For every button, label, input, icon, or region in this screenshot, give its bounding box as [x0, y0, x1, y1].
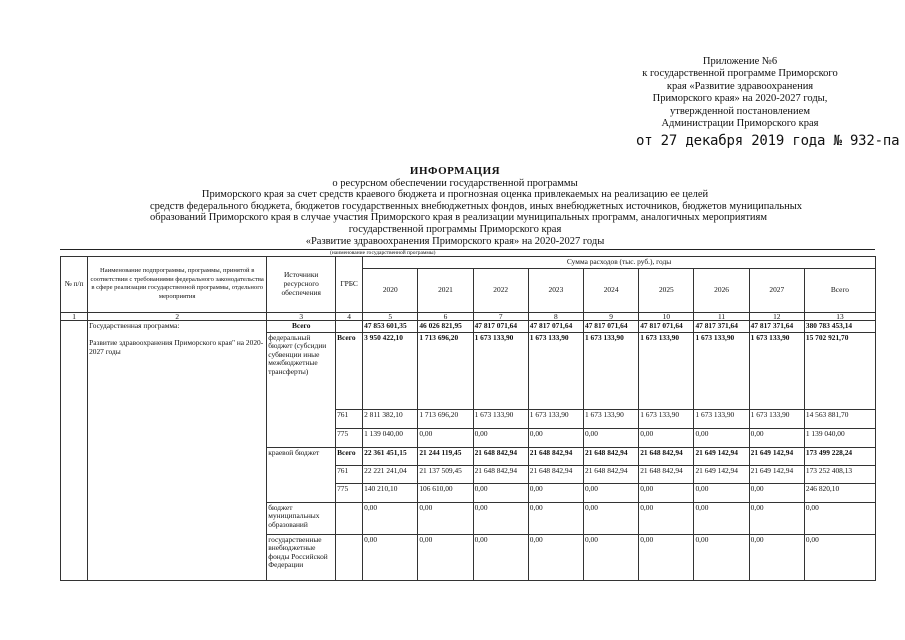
grbs-cell — [336, 502, 363, 534]
value-cell: 0,00 — [418, 502, 473, 534]
value-cell: 3 950 422,10 — [363, 332, 418, 409]
value-cell: 0,00 — [749, 483, 804, 502]
value-cell: 140 210,10 — [363, 483, 418, 502]
value-cell: 106 610,00 — [418, 483, 473, 502]
value-cell: 21 648 842,94 — [584, 465, 639, 483]
value-cell: 47 817 071,64 — [584, 320, 639, 332]
value-cell: 21 648 842,94 — [639, 465, 694, 483]
value-cell: 21 648 842,94 — [639, 447, 694, 465]
table-row — [61, 320, 876, 332]
value-cell: 1 673 133,90 — [694, 409, 749, 428]
program-label: Государственная программа: — [89, 320, 180, 330]
title-line: образований Приморского края в случае участия Приморского края в реализации муниципальных программ, аналогичных мероприятиям — [150, 212, 767, 224]
col-number: 8 — [528, 312, 583, 320]
header-year: 2022 — [473, 268, 528, 312]
value-cell: 47 817 071,64 — [473, 320, 528, 332]
value-cell: 0,00 — [639, 534, 694, 580]
title-underline — [60, 249, 875, 250]
appendix-header — [610, 56, 870, 130]
header-year: 2023 — [528, 268, 583, 312]
value-cell: 0,00 — [694, 502, 749, 534]
value-cell: 0,00 — [473, 483, 528, 502]
column-number-row — [61, 312, 876, 320]
value-cell: 0,00 — [528, 534, 583, 580]
value-cell: 47 817 071,64 — [528, 320, 583, 332]
header-year: 2027 — [749, 268, 804, 312]
value-cell: 46 026 821,95 — [418, 320, 473, 332]
appendix-line: Приморского края» на 2020-2027 годы, — [652, 93, 828, 105]
value-cell: 1 673 133,90 — [473, 409, 528, 428]
value-cell: 1 673 133,90 — [749, 409, 804, 428]
appendix-line: к государственной программе Приморского — [642, 68, 838, 80]
value-cell: 21 649 142,94 — [749, 465, 804, 483]
value-cell: 0,00 — [639, 428, 694, 447]
value-cell: 0,00 — [694, 428, 749, 447]
value-cell: 0,00 — [363, 502, 418, 534]
value-cell: 2 811 382,10 — [363, 409, 418, 428]
value-cell-total: 380 783 453,14 — [804, 320, 875, 332]
value-cell: 0,00 — [694, 483, 749, 502]
value-cell: 21 648 842,94 — [584, 447, 639, 465]
value-cell: 0,00 — [584, 534, 639, 580]
value-cell: 21 648 842,94 — [473, 447, 528, 465]
row-num-cell — [61, 320, 88, 580]
value-cell: 1 139 040,00 — [363, 428, 418, 447]
value-cell: 0,00 — [584, 502, 639, 534]
header-num: № п/п — [61, 257, 88, 313]
value-cell: 21 137 509,45 — [418, 465, 473, 483]
value-cell: 0,00 — [584, 483, 639, 502]
value-cell: 21 648 842,94 — [473, 465, 528, 483]
title-line: о ресурсном обеспечении государственной программы — [332, 177, 578, 189]
value-cell: 0,00 — [639, 483, 694, 502]
value-cell: 47 817 371,64 — [694, 320, 749, 332]
title-heading: ИНФОРМАЦИЯ — [409, 165, 501, 177]
value-cell: 0,00 — [749, 534, 804, 580]
col-number: 12 — [749, 312, 804, 320]
grbs-cell — [336, 320, 363, 332]
value-cell: 1 713 696,20 — [418, 332, 473, 409]
title-caption: (наименование государственной программы) — [330, 250, 436, 256]
header-year: 2025 — [639, 268, 694, 312]
value-cell-total: 246 820,10 — [804, 483, 875, 502]
value-cell: 0,00 — [528, 428, 583, 447]
appendix-line: утвержденной постановлением — [670, 105, 810, 117]
col-number: 13 — [804, 312, 875, 320]
value-cell: 0,00 — [528, 502, 583, 534]
value-cell: 0,00 — [473, 428, 528, 447]
value-cell-total: 14 563 881,70 — [804, 409, 875, 428]
value-cell: 1 673 133,90 — [694, 332, 749, 409]
document-title — [150, 165, 803, 247]
value-cell: 47 853 601,35 — [363, 320, 418, 332]
program-name: Развитие здравоохранения Приморского края" на 2020-2027 годы — [89, 338, 264, 356]
header-year: 2024 — [584, 268, 639, 312]
value-cell: 0,00 — [749, 502, 804, 534]
value-cell: 0,00 — [418, 534, 473, 580]
grbs-cell — [336, 534, 363, 580]
value-cell: 0,00 — [528, 483, 583, 502]
value-cell: 0,00 — [584, 428, 639, 447]
appendix-line: края «Развитие здравоохранения — [666, 80, 814, 92]
col-number: 1 — [61, 312, 88, 320]
resource-table — [60, 256, 876, 581]
value-cell: 22 361 451,15 — [363, 447, 418, 465]
header-name: Наименование подпрограммы, программы, принятой в соответствии с требованиями федерального законодательства в сфере реализации государственной программы, отдельного мероприятия — [88, 257, 267, 313]
value-cell-total: 0,00 — [804, 502, 875, 534]
grbs-cell: 775 — [336, 483, 363, 502]
appendix-line: Приложение №6 — [702, 56, 778, 67]
value-cell: 21 649 142,94 — [749, 447, 804, 465]
value-cell: 47 817 371,64 — [749, 320, 804, 332]
value-cell: 21 649 142,94 — [694, 447, 749, 465]
source-municipal: бюджет муниципальных образований — [267, 502, 336, 534]
title-line: государственной программы Приморского края — [348, 223, 562, 235]
value-cell: 0,00 — [473, 534, 528, 580]
value-cell: 1 673 133,90 — [639, 409, 694, 428]
value-cell-total: 1 139 040,00 — [804, 428, 875, 447]
value-cell-total: 15 702 921,70 — [804, 332, 875, 409]
source-regional: краевой бюджет — [267, 447, 336, 502]
value-cell: 1 673 133,90 — [639, 332, 694, 409]
grbs-total-label: Всего — [336, 447, 363, 465]
grbs-cell: 761 — [336, 465, 363, 483]
col-number: 11 — [694, 312, 749, 320]
value-cell: 0,00 — [749, 428, 804, 447]
value-cell-total: 173 499 228,24 — [804, 447, 875, 465]
value-cell: 1 673 133,90 — [749, 332, 804, 409]
value-cell-total: 173 252 408,13 — [804, 465, 875, 483]
title-line: средств федерального бюджета, бюджетов государственных внебюджетных фондов, иных внебюджетных источников, бюджетов муниципальных — [150, 200, 803, 212]
col-number: 6 — [418, 312, 473, 320]
value-cell: 21 648 842,94 — [528, 465, 583, 483]
title-line: «Развитие здравоохранения Приморского края» на 2020-2027 годы — [305, 235, 605, 247]
value-cell: 0,00 — [418, 428, 473, 447]
col-number: 2 — [88, 312, 267, 320]
header-grbs: ГРБС — [336, 257, 363, 313]
value-cell: 1 673 133,90 — [473, 332, 528, 409]
header-year: 2021 — [418, 268, 473, 312]
program-cell — [88, 320, 267, 580]
value-cell: 0,00 — [694, 534, 749, 580]
value-cell: 1 673 133,90 — [528, 332, 583, 409]
col-number: 7 — [473, 312, 528, 320]
grbs-cell: 761 — [336, 409, 363, 428]
value-cell: 1 673 133,90 — [528, 409, 583, 428]
header-source: Источники ресурсного обеспечения — [267, 257, 336, 313]
value-cell: 21 649 142,94 — [694, 465, 749, 483]
header-year-total: Всего — [804, 268, 875, 312]
header-year: 2026 — [694, 268, 749, 312]
decree-date-number: от 27 декабря 2019 года № 932-па — [636, 133, 900, 149]
value-cell: 22 221 241,04 — [363, 465, 418, 483]
value-cell: 47 817 071,64 — [639, 320, 694, 332]
header-year: 2020 — [363, 268, 418, 312]
value-cell: 21 244 119,45 — [418, 447, 473, 465]
col-number: 5 — [363, 312, 418, 320]
value-cell: 1 673 133,90 — [584, 409, 639, 428]
value-cell: 0,00 — [363, 534, 418, 580]
header-row — [61, 257, 876, 269]
col-number: 10 — [639, 312, 694, 320]
grbs-cell: 775 — [336, 428, 363, 447]
col-number: 3 — [267, 312, 336, 320]
col-number: 9 — [584, 312, 639, 320]
grbs-total-label: Всего — [336, 332, 363, 409]
title-line: Приморского края за счет средств краевого бюджета и прогнозная оценка привлекаемых на реализацию ее целей — [201, 189, 709, 201]
header-sum: Сумма расходов (тыс. руб.), годы — [363, 257, 876, 269]
source-funds: государственные внебюджетные фонды Российской Федерации — [267, 534, 336, 580]
col-number: 4 — [336, 312, 363, 320]
value-cell: 0,00 — [473, 502, 528, 534]
value-cell: 21 648 842,94 — [528, 447, 583, 465]
value-cell: 1 713 696,20 — [418, 409, 473, 428]
value-cell-total: 0,00 — [804, 534, 875, 580]
source-total: Всего — [267, 320, 336, 332]
value-cell: 0,00 — [639, 502, 694, 534]
appendix-line: Администрации Приморского края — [661, 118, 819, 130]
value-cell: 1 673 133,90 — [584, 332, 639, 409]
source-federal: федеральный бюджет (субсидии субвенции иные межбюджетные трансферты) — [267, 332, 336, 447]
